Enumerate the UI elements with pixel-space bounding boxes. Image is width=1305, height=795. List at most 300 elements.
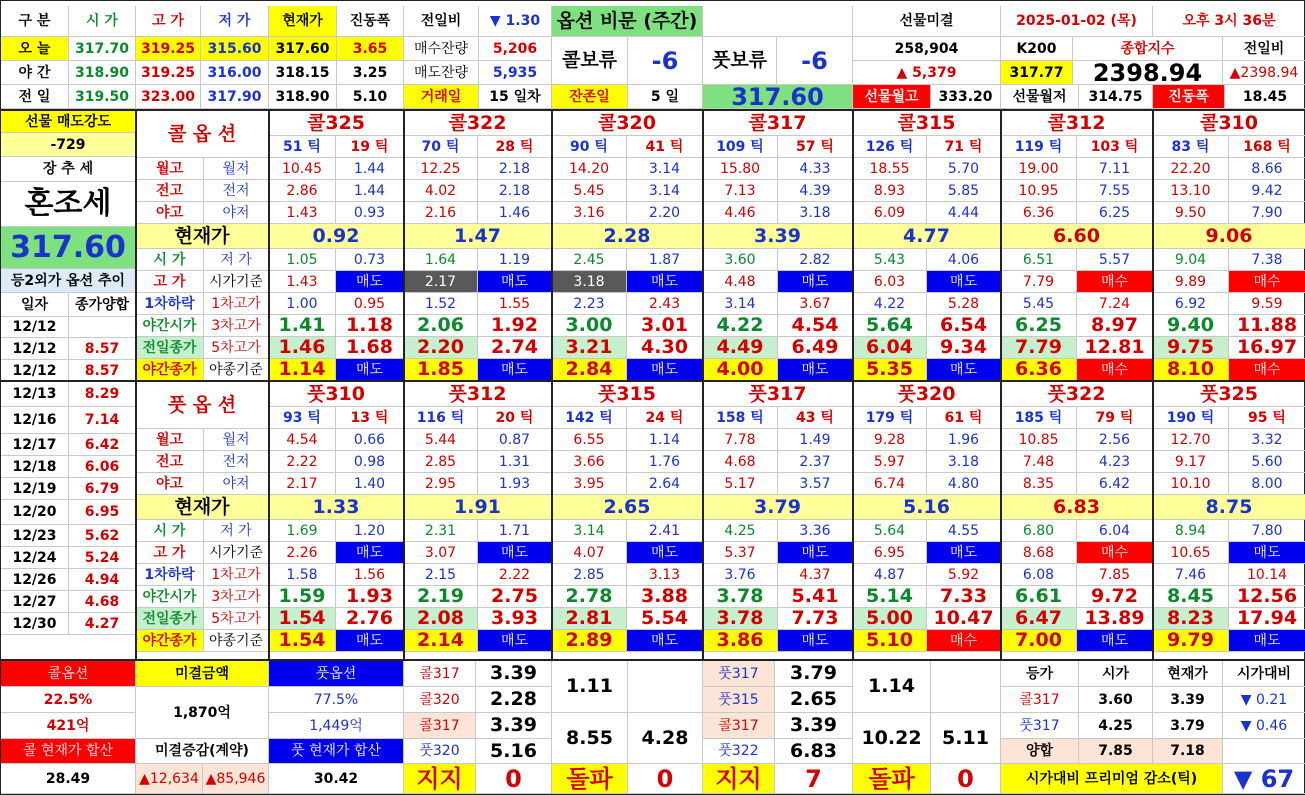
low-val: 1.44 xyxy=(336,158,404,180)
blank xyxy=(1223,739,1305,764)
call-sum-label: 콜 현재가 합산 xyxy=(1,739,136,764)
high-val: 5.44 xyxy=(404,429,478,451)
strike-name: 콜312 xyxy=(1001,111,1153,136)
date-row: 12/19 xyxy=(1,478,69,500)
prev-close: 1.54 xyxy=(269,608,336,630)
strike-label: 풋322 xyxy=(703,739,775,764)
current-label: 현재가 xyxy=(136,495,269,520)
signal[interactable]: 매도 xyxy=(1229,542,1305,564)
tick-2: 95 틱 xyxy=(1229,407,1305,429)
fifth-high: 5.54 xyxy=(627,608,703,630)
row-label: 5차고가 xyxy=(204,337,269,359)
tick-2: 41 틱 xyxy=(627,136,703,158)
fifth-high: 1.68 xyxy=(336,337,404,359)
futures-month-low-label: 선물월저 xyxy=(1001,85,1079,109)
prev-close: 2.20 xyxy=(404,337,478,359)
low-val: 1.71 xyxy=(478,520,552,542)
row-label: 월고 xyxy=(136,429,204,451)
night-close: 2.84 xyxy=(552,359,627,381)
date-row: 12/12 xyxy=(1,360,69,382)
low-val: 0.87 xyxy=(478,429,552,451)
signal[interactable]: 매수 xyxy=(1229,271,1305,293)
third-high: 6.54 xyxy=(927,315,1001,337)
row-label: 1차하락 xyxy=(136,293,204,315)
tick-1: 109 틱 xyxy=(703,136,778,158)
low-val: 4.06 xyxy=(927,249,1001,271)
equiv-cell: 3.60 xyxy=(1079,687,1153,713)
fifth-high: 12.81 xyxy=(1077,337,1153,359)
signal[interactable]: 매도 xyxy=(778,542,853,564)
signal[interactable]: 매도 xyxy=(927,271,1001,293)
tick-2: 28 틱 xyxy=(478,136,552,158)
strike-label: 풋315 xyxy=(703,687,775,713)
signal[interactable]: 매수 xyxy=(1077,359,1153,381)
first-high: 5.28 xyxy=(927,293,1001,315)
low-val: 2.18 xyxy=(478,180,552,202)
strike-name: 콜317 xyxy=(703,111,853,136)
date-row: 12/27 xyxy=(1,591,69,613)
signal[interactable]: 매도 xyxy=(336,630,404,652)
signal[interactable]: 매도 xyxy=(336,359,404,381)
high-val: 1.43 xyxy=(269,202,336,224)
tick-1: 83 틱 xyxy=(1153,136,1229,158)
fifth-high: 10.47 xyxy=(927,608,1001,630)
current-price: 4.77 xyxy=(853,224,1001,249)
spread-2: 8.55 xyxy=(552,713,628,764)
row-label: 월저 xyxy=(204,158,269,180)
high-val: 3.95 xyxy=(552,473,627,495)
signal[interactable]: 매도 xyxy=(336,542,404,564)
sum-row: 5.62 xyxy=(69,525,136,547)
signal[interactable]: 매수 xyxy=(1077,271,1153,293)
signal[interactable]: 매도 xyxy=(336,271,404,293)
sum-row: 8.29 xyxy=(69,382,136,407)
sum-row: 4.27 xyxy=(69,613,136,635)
signal[interactable]: 매도 xyxy=(1077,630,1153,652)
low-val: 7.38 xyxy=(1229,249,1305,271)
futures-price: 317.60 xyxy=(703,85,853,109)
prev-close: 3.78 xyxy=(703,608,778,630)
fifth-high: 17.94 xyxy=(1229,608,1305,630)
tick-1: 70 틱 xyxy=(404,136,478,158)
low-val: 1.40 xyxy=(336,473,404,495)
third-high: 3.01 xyxy=(627,315,703,337)
open-val: 4.25 xyxy=(703,520,778,542)
bid-qty: 5,206 xyxy=(479,37,552,61)
high-val: 6.55 xyxy=(552,429,627,451)
header-range: 진동폭 xyxy=(337,6,404,37)
signal[interactable]: 매도 xyxy=(627,630,703,652)
oi-amount-label: 미결금액 xyxy=(136,661,269,687)
first-low: 1.00 xyxy=(269,293,336,315)
fifth-high: 3.93 xyxy=(478,608,552,630)
put-hold-value: -6 xyxy=(777,37,853,85)
signal[interactable]: 매도 xyxy=(927,359,1001,381)
signal[interactable]: 매도 xyxy=(478,271,552,293)
signal[interactable]: 매도 xyxy=(627,271,703,293)
signal[interactable]: 매도 xyxy=(478,630,552,652)
date-row: 12/13 xyxy=(1,382,69,407)
divider xyxy=(1,659,1305,661)
open-val: 9.04 xyxy=(1153,249,1229,271)
sum-row: 4.94 xyxy=(69,569,136,591)
row-label: 고 가 xyxy=(136,271,204,293)
row-label: 시 가 xyxy=(136,520,204,542)
current-price: 1.47 xyxy=(404,224,552,249)
k200-label: K200 xyxy=(1001,37,1073,61)
fifth-high: 6.49 xyxy=(778,337,853,359)
low-val: 4.80 xyxy=(927,473,1001,495)
signal[interactable]: 매도 xyxy=(1229,630,1305,652)
high-val: 12.70 xyxy=(1153,429,1229,451)
equiv-cell: 시가 xyxy=(1079,661,1153,687)
open-val: 2.31 xyxy=(404,520,478,542)
call-amount: 421억 xyxy=(1,713,136,739)
night-open: 5.14 xyxy=(853,586,927,608)
today-current: 317.60 xyxy=(269,37,337,61)
sum-row: 5.24 xyxy=(69,547,136,569)
high-val: 4.02 xyxy=(404,180,478,202)
night-high: 319.25 xyxy=(136,61,201,85)
row-label: 월저 xyxy=(204,429,269,451)
header-gubun: 구 분 xyxy=(1,6,69,37)
strike-value: 3.39 xyxy=(476,661,552,687)
high-val: 10.45 xyxy=(269,158,336,180)
header-high: 고 가 xyxy=(136,6,201,37)
high-val: 2.16 xyxy=(404,202,478,224)
high-val: 4.54 xyxy=(269,429,336,451)
current-price: 2.28 xyxy=(552,224,703,249)
row-label: 야간시가 xyxy=(136,586,204,608)
night-open: 2.78 xyxy=(552,586,627,608)
open-val: 5.64 xyxy=(853,520,927,542)
row-label: 야간시가 xyxy=(136,315,204,337)
strike-name: 풋325 xyxy=(1153,382,1305,407)
signal[interactable]: 매도 xyxy=(778,271,853,293)
low-val: 1.14 xyxy=(627,429,703,451)
spread-3: 5.11 xyxy=(931,713,1001,764)
first-high: 7.24 xyxy=(1077,293,1153,315)
low-val: 1.93 xyxy=(478,473,552,495)
low-val: 1.20 xyxy=(336,520,404,542)
night-open: 3.00 xyxy=(552,315,627,337)
date-row: 12/26 xyxy=(1,569,69,591)
tick-1: 93 틱 xyxy=(269,407,336,429)
k200-value: 317.77 xyxy=(1001,61,1073,85)
row-prev: 전 일 xyxy=(1,85,69,109)
low-val: 1.44 xyxy=(336,180,404,202)
high-price: 9.89 xyxy=(1153,271,1229,293)
equiv-cell: 현재가 xyxy=(1153,661,1223,687)
low-val: 2.82 xyxy=(778,249,853,271)
signal[interactable]: 매도 xyxy=(778,630,853,652)
sum-row: 8.57 xyxy=(69,338,136,360)
signal[interactable]: 매도 xyxy=(627,359,703,381)
divider xyxy=(1,109,1305,111)
divider xyxy=(1152,109,1154,659)
put-ratio: 77.5% xyxy=(269,687,404,713)
night-close: 2.89 xyxy=(552,630,627,652)
sum-row: 6.06 xyxy=(69,456,136,478)
high-val: 4.46 xyxy=(703,202,778,224)
low-val: 3.32 xyxy=(1229,429,1305,451)
blank xyxy=(931,661,1001,713)
date-row: 12/17 xyxy=(1,434,69,456)
low-val: 9.42 xyxy=(1229,180,1305,202)
row-label: 저 가 xyxy=(204,249,269,271)
block-title: 풋 옵 션 xyxy=(136,382,269,429)
low-val: 7.11 xyxy=(1077,158,1153,180)
first-low: 6.08 xyxy=(1001,564,1077,586)
prev-close: 6.47 xyxy=(1001,608,1077,630)
high-val: 3.16 xyxy=(552,202,627,224)
equiv-cell: 4.25 xyxy=(1079,713,1153,739)
footer-cell: 시가대비 프리미엄 감소(틱) xyxy=(1001,764,1223,794)
divider xyxy=(702,109,704,659)
divider xyxy=(1,380,1305,382)
fifth-high: 7.73 xyxy=(778,608,853,630)
signal[interactable]: 매도 xyxy=(927,542,1001,564)
third-high: 9.72 xyxy=(1077,586,1153,608)
low-val: 3.14 xyxy=(627,158,703,180)
strike-label: 풋317 xyxy=(703,661,775,687)
date-row: 12/12 xyxy=(1,338,69,360)
today-range: 3.65 xyxy=(337,37,404,61)
futures-month-high: 333.20 xyxy=(931,85,1001,109)
strike-name: 콜315 xyxy=(853,111,1001,136)
range-value: 18.45 xyxy=(1225,85,1305,109)
row-label: 야저 xyxy=(204,473,269,495)
high-price: 4.48 xyxy=(703,271,778,293)
low-val: 3.18 xyxy=(927,451,1001,473)
high-val: 5.17 xyxy=(703,473,778,495)
high-price: 6.03 xyxy=(853,271,927,293)
first-low: 4.22 xyxy=(853,293,927,315)
night-open: 5.64 xyxy=(853,315,927,337)
strike-label: 풋320 xyxy=(404,739,476,764)
header-prev-diff: 전일비 xyxy=(404,6,479,37)
prev-close: 8.23 xyxy=(1153,608,1229,630)
fifth-high: 2.74 xyxy=(478,337,552,359)
row-label: 3차고가 xyxy=(204,586,269,608)
third-high: 7.33 xyxy=(927,586,1001,608)
header-low: 저 가 xyxy=(201,6,269,37)
fifth-high: 16.97 xyxy=(1229,337,1305,359)
night-current: 318.15 xyxy=(269,61,337,85)
oi-change-put: ▲85,946 xyxy=(203,764,269,794)
row-label: 야간종가 xyxy=(136,359,204,381)
current-price: 1.91 xyxy=(404,495,552,520)
date-row: 12/16 xyxy=(1,407,69,434)
first-high: 5.92 xyxy=(927,564,1001,586)
tick-1: 185 틱 xyxy=(1001,407,1077,429)
current-price: 6.83 xyxy=(1001,495,1153,520)
prev-current: 318.90 xyxy=(269,85,337,109)
signal[interactable]: 매도 xyxy=(478,359,552,381)
prev-close: 5.00 xyxy=(853,608,927,630)
night-range: 3.25 xyxy=(337,61,404,85)
night-open: 2.06 xyxy=(404,315,478,337)
first-high: 3.67 xyxy=(778,293,853,315)
tick-2: 24 틱 xyxy=(627,407,703,429)
prev-high: 323.00 xyxy=(136,85,201,109)
high-val: 6.36 xyxy=(1001,202,1077,224)
tick-2: 43 틱 xyxy=(778,407,853,429)
night-open: 1.41 xyxy=(269,315,336,337)
call-sum: 28.49 xyxy=(1,764,136,794)
tick-1: 126 틱 xyxy=(853,136,927,158)
date-row: 12/20 xyxy=(1,500,69,525)
night-open: 1.59 xyxy=(269,586,336,608)
spread-3: 4.28 xyxy=(628,713,703,764)
signal[interactable]: 매도 xyxy=(778,359,853,381)
first-high: 1.55 xyxy=(478,293,552,315)
high-price: 10.65 xyxy=(1153,542,1229,564)
high-price: 1.43 xyxy=(269,271,336,293)
signal[interactable]: 매수 xyxy=(1229,359,1305,381)
night-close: 1.54 xyxy=(269,630,336,652)
strike-label: 콜317 xyxy=(404,661,476,687)
call-hold-label: 콜보류 xyxy=(552,37,628,85)
open-val: 3.60 xyxy=(703,249,778,271)
trade-day: 15 일차 xyxy=(479,85,552,109)
row-label: 야간종가 xyxy=(136,630,204,652)
divider xyxy=(268,109,270,659)
prev-diff-value: ▼ 1.30 xyxy=(479,6,552,37)
signal[interactable]: 매수 xyxy=(927,630,1001,652)
low-val: 2.37 xyxy=(778,451,853,473)
strike-name: 풋312 xyxy=(404,382,552,407)
high-val: 5.97 xyxy=(853,451,927,473)
tick-2: 103 틱 xyxy=(1077,136,1153,158)
strike-name: 콜320 xyxy=(552,111,703,136)
low-val: 2.64 xyxy=(627,473,703,495)
prev-close: 6.04 xyxy=(853,337,927,359)
current-price: 1.33 xyxy=(269,495,404,520)
first-high: 2.43 xyxy=(627,293,703,315)
low-val: 7.90 xyxy=(1229,202,1305,224)
blank xyxy=(628,661,703,713)
low-val: 1.87 xyxy=(627,249,703,271)
sum-header: 종가양합 xyxy=(69,293,136,317)
sum-row: 6.42 xyxy=(69,434,136,456)
night-open: 6.61 xyxy=(1001,586,1077,608)
row-label: 1차하락 xyxy=(136,564,204,586)
night-close: 5.10 xyxy=(853,630,927,652)
high-val: 15.80 xyxy=(703,158,778,180)
open-val: 2.45 xyxy=(552,249,627,271)
bid-qty-label: 매수잔량 xyxy=(404,37,479,61)
divider xyxy=(1000,109,1002,659)
row-label: 야종기준 xyxy=(204,630,269,652)
low-val: 2.56 xyxy=(1077,429,1153,451)
night-close: 4.00 xyxy=(703,359,778,381)
divider xyxy=(135,109,137,659)
first-low: 2.15 xyxy=(404,564,478,586)
first-low: 5.45 xyxy=(1001,293,1077,315)
strike-name: 풋310 xyxy=(269,382,404,407)
first-high: 4.37 xyxy=(778,564,853,586)
high-val: 9.28 xyxy=(853,429,927,451)
row-today: 오 늘 xyxy=(1,37,69,61)
signal[interactable]: 매도 xyxy=(478,542,552,564)
trade-day-label: 거래일 xyxy=(404,85,479,109)
strike-label: 콜317 xyxy=(703,713,775,739)
high-price: 8.68 xyxy=(1001,542,1077,564)
strike-label: 콜320 xyxy=(404,687,476,713)
equiv-cell: 7.85 xyxy=(1079,739,1153,764)
prev-close: 7.79 xyxy=(1001,337,1077,359)
high-val: 3.66 xyxy=(552,451,627,473)
low-val: 1.19 xyxy=(478,249,552,271)
row-label: 3차고가 xyxy=(204,315,269,337)
today-low: 315.60 xyxy=(201,37,269,61)
night-close: 8.10 xyxy=(1153,359,1229,381)
signal[interactable]: 매도 xyxy=(627,542,703,564)
strike-value: 5.16 xyxy=(476,739,552,764)
row-night: 야 간 xyxy=(1,61,69,85)
first-high: 10.14 xyxy=(1229,564,1305,586)
tick-1: 116 틱 xyxy=(404,407,478,429)
footer-cell: 지지 xyxy=(404,764,476,794)
trend-value: 혼조세 xyxy=(1,182,136,227)
high-val: 2.17 xyxy=(269,473,336,495)
today-high: 319.25 xyxy=(136,37,201,61)
high-val: 6.09 xyxy=(853,202,927,224)
open-val: 6.51 xyxy=(1001,249,1077,271)
oi-change-label: 미결증감(계약) xyxy=(136,739,269,764)
tick-1: 119 틱 xyxy=(1001,136,1077,158)
current-price: 5.16 xyxy=(853,495,1001,520)
high-price: 5.37 xyxy=(703,542,778,564)
open-val: 1.05 xyxy=(269,249,336,271)
high-val: 10.85 xyxy=(1001,429,1077,451)
tick-2: 61 틱 xyxy=(927,407,1001,429)
tick-2: 57 틱 xyxy=(778,136,853,158)
prev-diff-label: 전일비 xyxy=(1223,37,1305,61)
row-label: 1차고가 xyxy=(204,293,269,315)
equiv-cell: 풋317 xyxy=(1001,713,1079,739)
sum-row: 4.68 xyxy=(69,591,136,613)
first-low: 2.85 xyxy=(552,564,627,586)
high-val: 19.00 xyxy=(1001,158,1077,180)
sum-row xyxy=(69,316,136,338)
open-val: 1.69 xyxy=(269,520,336,542)
signal[interactable]: 매수 xyxy=(1077,542,1153,564)
option-title: 옵션 비문 (주간) xyxy=(552,6,703,37)
high-val: 9.50 xyxy=(1153,202,1229,224)
tick-2: 71 틱 xyxy=(927,136,1001,158)
high-val: 13.10 xyxy=(1153,180,1229,202)
oi-change-call: ▲12,634 xyxy=(136,764,203,794)
high-val: 10.95 xyxy=(1001,180,1077,202)
low-val: 8.00 xyxy=(1229,473,1305,495)
sum-row: 6.79 xyxy=(69,478,136,500)
ask-qty-label: 매도잔량 xyxy=(404,61,479,85)
high-val: 18.55 xyxy=(853,158,927,180)
third-high: 1.18 xyxy=(336,315,404,337)
night-close: 1.14 xyxy=(269,359,336,381)
low-val: 5.57 xyxy=(1077,249,1153,271)
tick-1: 51 틱 xyxy=(269,136,336,158)
divider xyxy=(403,109,405,659)
first-low: 4.87 xyxy=(853,564,927,586)
composite-value: 2398.94 xyxy=(1073,61,1223,85)
current-price: 9.06 xyxy=(1153,224,1305,249)
low-val: 6.04 xyxy=(1077,520,1153,542)
third-high: 1.92 xyxy=(478,315,552,337)
low-val: 3.18 xyxy=(778,202,853,224)
